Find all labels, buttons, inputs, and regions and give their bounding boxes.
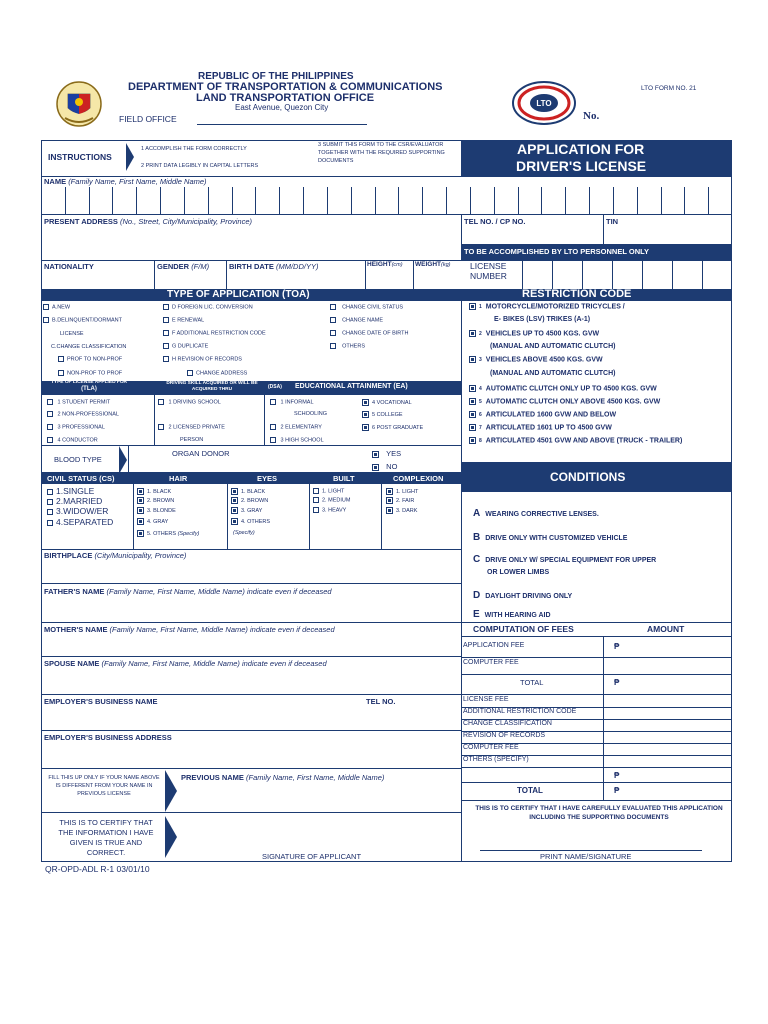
name-box-divider <box>351 187 352 214</box>
ea-vocational[interactable]: 4 VOCATIONAL <box>362 399 412 406</box>
checkbox[interactable] <box>469 411 476 418</box>
restriction-code-8[interactable] <box>469 437 682 444</box>
name-box-divider <box>637 187 638 214</box>
checkbox[interactable] <box>469 437 476 444</box>
instruction-2: 2 PRINT DATA LEGIBLY IN CAPITAL LETTERS <box>141 163 259 169</box>
restriction-code-text: ARTICULATED 1601 UP TO 4500 GVW <box>485 424 612 432</box>
toa-change-civil[interactable]: CHANGE CIVIL STATUS <box>330 304 403 310</box>
checkbox[interactable] <box>313 488 319 494</box>
restriction-code-text: VEHICLES ABOVE 4500 KGS. GVW <box>485 356 603 364</box>
instructions-label: INSTRUCTIONS <box>48 152 112 162</box>
hair-others[interactable]: 5. OTHERS (Specify) <box>137 530 199 537</box>
checkbox[interactable] <box>47 399 53 405</box>
name-box-divider <box>112 187 113 214</box>
license-box-divider <box>672 260 673 289</box>
dsa-driving-school[interactable]: 1 DRIVING SCHOOL <box>158 399 221 405</box>
name-box-divider <box>160 187 161 214</box>
organ-donor-no[interactable]: NO <box>372 462 397 471</box>
checkbox[interactable] <box>330 343 336 349</box>
restriction-code-5[interactable] <box>469 398 660 405</box>
ea-title: EDUCATIONAL ATTAINMENT (EA) <box>295 383 408 390</box>
previous-name-arrow <box>165 770 177 812</box>
certify-text: THIS IS TO CERTIFY THAT THE INFORMATION I HAVE GIVEN IS TRUE AND CORRECT. <box>58 818 154 857</box>
complexion-dark[interactable]: 3. DARK <box>386 507 417 514</box>
spouse-name-label: SPOUSE NAME (Family Name, First Name, Middle Name) indicate even if deceased <box>44 659 327 668</box>
fee-label: REVISION OF RECORDS <box>463 732 546 739</box>
checkbox[interactable] <box>330 330 336 336</box>
lto-logo-icon <box>511 80 577 126</box>
peso-sign: ₱ <box>614 786 620 795</box>
checkbox[interactable] <box>372 451 379 458</box>
instruction-1: 1 ACCOMPLISH THE FORM CORRECTLY <box>141 146 247 152</box>
conditions-title: CONDITIONS <box>550 470 626 484</box>
name-box-divider <box>684 187 685 214</box>
fee-label: CHANGE CLASSIFICATION <box>463 720 552 727</box>
name-box-divider <box>398 187 399 214</box>
previous-name-label: PREVIOUS NAME (Family Name, First Name, Middle Name) <box>181 773 385 782</box>
name-boxes[interactable] <box>41 187 732 214</box>
license-box-divider <box>582 260 583 289</box>
checkbox[interactable] <box>469 385 476 392</box>
name-box-divider <box>494 187 495 214</box>
name-box-divider <box>446 187 447 214</box>
eyes-title: EYES <box>257 474 278 483</box>
checkbox[interactable] <box>158 424 164 430</box>
fees-title: COMPUTATION OF FEES <box>473 624 574 634</box>
checkbox[interactable] <box>231 497 238 504</box>
fee-row-line <box>461 674 732 675</box>
restriction-code-4[interactable] <box>469 385 657 392</box>
restriction-code-number: 7 <box>479 425 482 432</box>
fee-row-line <box>461 800 732 801</box>
name-box-divider <box>541 187 542 214</box>
field-office-label: FIELD OFFICE <box>119 114 177 124</box>
toa-delinquent[interactable]: B.DELINQUENT/DORMANT <box>43 317 122 323</box>
checkbox[interactable] <box>372 464 379 471</box>
checkbox[interactable] <box>231 518 238 525</box>
checkbox[interactable] <box>386 497 393 504</box>
gender-label: GENDER (F/M) <box>157 262 210 271</box>
toa-additional-restriction[interactable]: F ADDITIONAL RESTRICTION CODE <box>163 330 266 336</box>
checkbox[interactable] <box>330 304 336 310</box>
checkbox[interactable] <box>362 399 369 406</box>
toa-change-dob[interactable]: CHANGE DATE OF BIRTH <box>330 330 408 336</box>
employer-name-label: EMPLOYER'S BUSINESS NAME <box>44 697 158 706</box>
checkbox[interactable] <box>58 356 64 362</box>
fee-label: OTHERS (SPECIFY) <box>463 756 529 763</box>
restriction-code-number: 8 <box>479 438 482 445</box>
ea-elementary[interactable]: 2 ELEMENTARY <box>270 424 322 430</box>
checkbox[interactable] <box>137 488 144 495</box>
checkbox[interactable] <box>163 317 169 323</box>
fee-row-line <box>461 782 732 783</box>
present-address-label: PRESENT ADDRESS (No., Street, City/Municipality, Province) <box>44 217 252 226</box>
office-address: East Avenue, Quezon City <box>235 103 329 112</box>
checkbox[interactable] <box>47 489 53 495</box>
instruction-3: 3 SUBMIT THIS FORM TO THE CSR/EVALUATOR TOGETHER WITH THE REQUIRED SUPPORTING DOCUMENTS <box>318 142 445 164</box>
restriction-code-number: 5 <box>479 399 482 406</box>
hair-gray[interactable]: 4. GRAY <box>137 518 168 525</box>
signature-applicant-label: SIGNATURE OF APPLICANT <box>262 852 362 861</box>
tla-pro[interactable]: 3 PROFESSIONAL <box>47 424 105 430</box>
restriction-code-text: AUTOMATIC CLUTCH ONLY ABOVE 4500 KGS. GVW <box>485 398 661 406</box>
built-medium[interactable]: 2. MEDIUM <box>313 497 350 503</box>
fee-label: APPLICATION FEE <box>463 642 525 649</box>
eyes-others[interactable]: 4. OTHERS <box>231 518 270 525</box>
restriction-code-number: 6 <box>479 412 482 419</box>
print-name-label: PRINT NAME/SIGNATURE <box>540 852 632 861</box>
eyes-specify: (Specify) <box>233 530 255 536</box>
checkbox[interactable] <box>47 499 53 505</box>
condition-e <box>473 604 551 622</box>
peso-sign: ₱ <box>614 642 620 651</box>
name-box-divider <box>375 187 376 214</box>
checkbox[interactable] <box>137 507 144 514</box>
fill-up-note: FILL THIS UP ONLY IF YOUR NAME ABOVE IS DIFFERENT FROM YOUR NAME IN PREVIOUS LICENSE <box>48 775 160 797</box>
weight-label: WEIGHT(kg) <box>415 261 451 268</box>
name-box-divider <box>613 187 614 214</box>
name-box-divider <box>279 187 280 214</box>
amount-title: AMOUNT <box>647 624 685 634</box>
eyes-gray[interactable]: 3. GRAY <box>231 507 262 514</box>
name-box-divider <box>232 187 233 214</box>
checkbox[interactable] <box>270 437 276 443</box>
checkbox[interactable] <box>43 304 49 310</box>
name-box-divider <box>136 187 137 214</box>
checkbox[interactable] <box>386 488 393 495</box>
complexion-title: COMPLEXION <box>393 474 444 483</box>
checkbox[interactable] <box>163 304 169 310</box>
blood-type-arrow <box>119 446 127 474</box>
name-box-divider <box>470 187 471 214</box>
checkbox[interactable] <box>43 317 49 323</box>
condition-letter: C <box>473 554 481 565</box>
form-no-label: No. <box>583 110 600 122</box>
birth-date-label: BIRTH DATE (MM/DD/YY) <box>229 262 319 271</box>
restriction-code-3[interactable] <box>469 356 603 363</box>
toa-license: LICENSE <box>60 331 84 337</box>
blood-type-label: BLOOD TYPE <box>54 455 102 464</box>
checkbox[interactable] <box>163 356 169 362</box>
toa-others[interactable]: OTHERS <box>330 343 365 349</box>
license-box-divider <box>612 260 613 289</box>
toa-nonprof-to-prof[interactable]: NON-PROF TO PROF <box>58 370 122 376</box>
cs-single[interactable]: 1.SINGLE <box>47 486 94 496</box>
checkbox[interactable] <box>47 437 53 443</box>
name-box-divider <box>184 187 185 214</box>
condition-text: WITH HEARING AID <box>484 612 551 619</box>
birthplace-label: BIRTHPLACE (City/Municipality, Province) <box>44 551 187 560</box>
philippine-seal-icon <box>55 80 103 128</box>
condition-letter: B <box>473 532 481 543</box>
field-office-line <box>197 124 367 125</box>
form-number: LTO FORM NO. 21 <box>641 85 697 92</box>
dsa-private[interactable]: 2 LICENSED PRIVATE <box>158 424 225 430</box>
fee-row-line <box>461 767 732 768</box>
cs-married[interactable]: 2.MARRIED <box>47 496 102 506</box>
checkbox[interactable] <box>270 424 276 430</box>
toa-change-address[interactable]: CHANGE ADDRESS <box>187 370 247 376</box>
father-name-label: FATHER'S NAME (Family Name, First Name, Middle Name) indicate even if deceased <box>44 587 332 596</box>
ea-college[interactable]: 5 COLLEGE <box>362 411 403 418</box>
name-box-divider <box>661 187 662 214</box>
restriction-code-text: VEHICLES UP TO 4500 KGS. GVW <box>485 330 600 338</box>
tla-nonpro[interactable]: 2 NON-PROFESSIONAL <box>47 411 119 417</box>
toa-prof-to-nonprof[interactable]: PROF TO NON-PROF <box>58 356 122 362</box>
checkbox[interactable] <box>47 509 53 515</box>
nationality-label: NATIONALITY <box>44 262 94 271</box>
form-code: QR-OPD-ADL R-1 03/01/10 <box>45 864 150 874</box>
height-label: HEIGHT(cm) <box>367 261 403 268</box>
checkbox[interactable] <box>313 497 319 503</box>
checkbox[interactable] <box>362 411 369 418</box>
lto-personnel-bar: TO BE ACCOMPLISHED BY LTO PERSONNEL ONLY <box>461 244 732 260</box>
restriction-code-number: 1 <box>479 304 482 311</box>
restriction-code-text: ARTICULATED 4501 GVW AND ABOVE (TRUCK - TRAILER) <box>485 437 683 445</box>
name-box-divider <box>303 187 304 214</box>
dsa-title: DRIVING SKILL ACQUIRED OR WILL BE ACQUIRED THRU <box>166 381 258 392</box>
employer-tel-label: TEL NO. <box>366 697 396 706</box>
checkbox[interactable] <box>469 303 476 310</box>
cs-widow[interactable]: 3.WIDOW/ER <box>47 506 108 516</box>
mother-name-label: MOTHER'S NAME (Family Name, First Name, Middle Name) indicate even if deceased <box>44 625 335 634</box>
checkbox[interactable] <box>137 518 144 525</box>
total-label: TOTAL <box>520 678 544 687</box>
license-box-divider <box>522 260 523 289</box>
restriction-code-text-line2: E- BIKES (LSV) TRIKES (A-1) <box>494 316 591 323</box>
toa-title: TYPE OF APPLICATION (TOA) <box>167 289 310 300</box>
built-heavy[interactable]: 3. HEAVY <box>313 507 346 513</box>
restriction-code-number: 3 <box>479 357 482 364</box>
checkbox[interactable] <box>58 370 64 376</box>
civil-status-title: CIVIL STATUS (CS) <box>47 474 115 483</box>
ea-postgrad[interactable]: 6 POST GRADUATE <box>362 424 423 431</box>
restriction-code-7[interactable] <box>469 424 612 431</box>
condition-d <box>473 585 572 603</box>
peso-sign: ₱ <box>614 771 620 780</box>
built-light[interactable]: 1. LIGHT <box>313 488 344 494</box>
department-heading: DEPARTMENT OF TRANSPORTATION & COMMUNICATIONS <box>128 81 443 93</box>
ea-schooling: SCHOOLING <box>294 411 328 417</box>
built-title: BUILT <box>333 474 355 483</box>
certify-arrow <box>165 816 177 858</box>
restriction-code-text: AUTOMATIC CLUTCH ONLY UP TO 4500 KGS. GVW <box>485 385 657 393</box>
restriction-code-1[interactable] <box>469 303 625 310</box>
peso-sign: ₱ <box>614 678 620 687</box>
tla-student[interactable]: 1 STUDENT PERMIT <box>47 399 110 405</box>
condition-text: DAYLIGHT DRIVING ONLY <box>485 593 573 600</box>
complexion-fair[interactable]: 2. FAIR <box>386 497 414 504</box>
condition-text-line2: OR LOWER LIMBS <box>487 569 550 576</box>
fee-row-line <box>461 694 732 695</box>
complexion-light[interactable]: 1. LIGHT <box>386 488 418 495</box>
toa-foreign[interactable]: D FOREIGN LIC. CONVERSION <box>163 304 253 310</box>
condition-text: DRIVE ONLY W/ SPECIAL EQUIPMENT FOR UPPER <box>485 557 657 564</box>
lto-logo-text: LTO <box>536 99 552 108</box>
name-box-divider <box>89 187 90 214</box>
name-box-divider <box>422 187 423 214</box>
checkbox[interactable] <box>158 399 164 405</box>
checkbox[interactable] <box>187 370 193 376</box>
condition-letter: E <box>473 609 480 620</box>
name-box-divider <box>565 187 566 214</box>
checkbox[interactable] <box>163 330 169 336</box>
office-heading: LAND TRANSPORTATION OFFICE <box>196 92 375 104</box>
restriction-code-text: MOTORCYCLE/MOTORIZED TRICYCLES / <box>485 303 625 311</box>
fee-row-line <box>461 657 732 658</box>
dsa-abbr: (DSA) <box>268 384 282 390</box>
license-box-divider <box>552 260 553 289</box>
checkbox[interactable] <box>137 497 144 504</box>
instructions-arrow <box>126 143 134 171</box>
hair-brown[interactable]: 2. BROWN <box>137 497 174 504</box>
checkbox[interactable] <box>469 424 476 431</box>
restriction-code-text: ARTICULATED 1600 GVW AND BELOW <box>485 411 617 419</box>
toa-duplicate[interactable]: G DUPLICATE <box>163 343 208 349</box>
dsa-person: PERSON <box>180 437 204 443</box>
restriction-code-text-line2: (MANUAL AND AUTOMATIC CLUTCH) <box>490 370 616 377</box>
form-title-line1: APPLICATION FOR <box>517 141 645 157</box>
restriction-code-2[interactable] <box>469 330 599 337</box>
checkbox[interactable] <box>469 398 476 405</box>
toa-change-name[interactable]: CHANGE NAME <box>330 317 383 323</box>
toa-revision[interactable]: H REVISION OF RECORDS <box>163 356 242 362</box>
toa-renewal[interactable]: E RENEWAL <box>163 317 204 323</box>
license-number-boxes[interactable] <box>522 260 732 289</box>
condition-a <box>473 503 599 521</box>
name-box-divider <box>327 187 328 214</box>
restriction-code-text-line2: (MANUAL AND AUTOMATIC CLUTCH) <box>490 343 616 350</box>
condition-c <box>473 549 656 567</box>
cs-separated[interactable]: 4.SEPARATED <box>47 517 113 527</box>
checkbox[interactable] <box>362 424 369 431</box>
organ-donor-yes[interactable]: YES <box>372 449 401 458</box>
restriction-code-number: 4 <box>479 386 482 393</box>
name-box-divider <box>65 187 66 214</box>
license-box-divider <box>702 260 703 289</box>
checkbox[interactable] <box>330 317 336 323</box>
checkbox[interactable] <box>386 507 393 514</box>
tla-conductor[interactable]: 4 CONDUCTOR <box>47 437 98 443</box>
toa-change-classification: C.CHANGE CLASSIFICATION <box>51 344 127 350</box>
hair-title: HAIR <box>169 474 188 483</box>
evaluator-certify: THIS IS TO CERTIFY THAT I HAVE CAREFULLY EVALUATED THIS APPLICATION INCLUDING THE SUPPORTING DOCUMENTS <box>475 805 723 821</box>
checkbox[interactable] <box>469 356 476 363</box>
form-title-line2: DRIVER'S LICENSE <box>516 158 647 174</box>
checkbox[interactable] <box>313 507 319 513</box>
ea-informal[interactable]: 1 INFORMAL <box>270 399 314 405</box>
condition-text: WEARING CORRECTIVE LENSES. <box>485 511 599 518</box>
total-label: TOTAL <box>517 786 543 795</box>
fee-label: LICENSE FEE <box>463 696 509 703</box>
condition-text: DRIVE ONLY WITH CUSTOMIZED VEHICLE <box>485 535 628 542</box>
hair-black[interactable]: 1. BLACK <box>137 488 171 495</box>
checkbox[interactable] <box>231 507 238 514</box>
name-box-divider <box>589 187 590 214</box>
ea-highschool[interactable]: 3 HIGH SCHOOL <box>270 437 324 443</box>
eyes-brown[interactable]: 2. BROWN <box>231 497 268 504</box>
tel-label: TEL NO. / CP NO. <box>464 217 526 226</box>
checkbox[interactable] <box>47 424 53 430</box>
fee-label: COMPUTER FEE <box>463 744 519 751</box>
tin-label: TIN <box>606 217 619 226</box>
name-label: NAME (Family Name, First Name, Middle Name) <box>44 177 207 186</box>
checkbox[interactable] <box>47 520 53 526</box>
restriction-code-6[interactable] <box>469 411 616 418</box>
restriction-title: RESTRICTION CODE <box>522 288 632 300</box>
fee-label: COMPUTER FEE <box>463 659 519 666</box>
license-box-divider <box>642 260 643 289</box>
restriction-code-number: 2 <box>479 331 482 338</box>
employer-address-label: EMPLOYER'S BUSINESS ADDRESS <box>44 733 172 742</box>
condition-letter: D <box>473 590 481 601</box>
name-box-divider <box>208 187 209 214</box>
fee-label: ADDITIONAL RESTRICTION CODE <box>463 708 577 715</box>
checkbox[interactable] <box>137 530 144 537</box>
checkbox[interactable] <box>163 343 169 349</box>
hair-blonde[interactable]: 3. BLONDE <box>137 507 176 514</box>
tla-title: TYPE OF LICENSE APPLIED FOR (TLA) <box>50 380 128 392</box>
checkbox[interactable] <box>47 411 53 417</box>
checkbox[interactable] <box>270 399 276 405</box>
republic-heading: REPUBLIC OF THE PHILIPPINES <box>198 71 354 82</box>
condition-letter: A <box>473 508 481 519</box>
condition-b <box>473 527 627 545</box>
organ-donor-label: ORGAN DONOR <box>172 449 230 458</box>
name-box-divider <box>518 187 519 214</box>
checkbox[interactable] <box>231 488 238 495</box>
name-box-divider <box>255 187 256 214</box>
eyes-black[interactable]: 1. BLACK <box>231 488 265 495</box>
toa-new[interactable]: A.NEW <box>43 304 70 310</box>
license-number-label: LICENSE NUMBER <box>470 261 507 281</box>
checkbox[interactable] <box>469 330 476 337</box>
name-box-divider <box>708 187 709 214</box>
